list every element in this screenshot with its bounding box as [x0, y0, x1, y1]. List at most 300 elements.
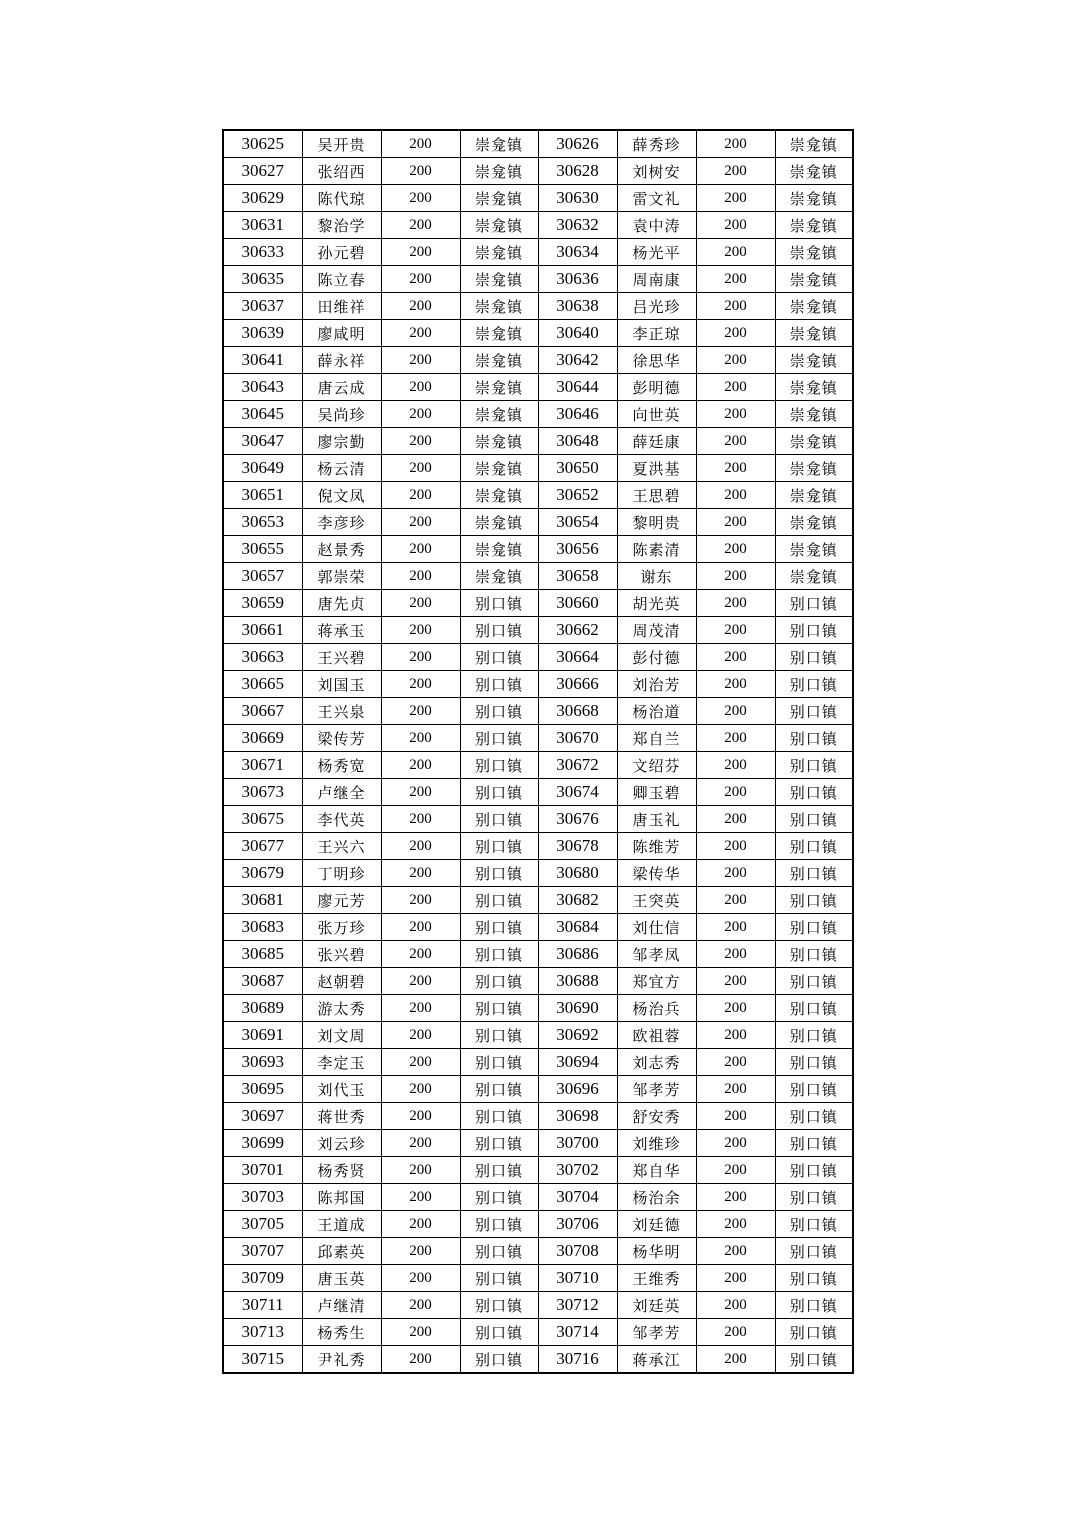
- right-town-name-cell: 崇龛镇: [775, 266, 853, 293]
- left-record-id-cell: 30693: [223, 1049, 302, 1076]
- left-town-name-cell: 别口镇: [460, 590, 538, 617]
- right-record-id-cell: 30690: [538, 995, 617, 1022]
- right-person-name-cell: 唐玉礼: [617, 806, 696, 833]
- right-record-id-cell: 30668: [538, 698, 617, 725]
- left-person-name-cell: 李定玉: [302, 1049, 381, 1076]
- left-town-name-cell: 别口镇: [460, 644, 538, 671]
- left-amount-cell: 200: [381, 374, 460, 401]
- right-amount-cell: 200: [696, 806, 775, 833]
- left-person-name-cell: 邱素英: [302, 1238, 381, 1265]
- table-row: [223, 1211, 853, 1238]
- right-town-name-cell: 别口镇: [775, 671, 853, 698]
- left-amount-cell: 200: [381, 239, 460, 266]
- right-record-id-cell: 30692: [538, 1022, 617, 1049]
- left-amount-cell: 200: [381, 1157, 460, 1184]
- left-record-id-cell: 30653: [223, 509, 302, 536]
- right-record-id-cell: 30626: [538, 130, 617, 158]
- left-person-name-cell: 梁传芳: [302, 725, 381, 752]
- table-row: [223, 130, 853, 158]
- left-person-name-cell: 卢继全: [302, 779, 381, 806]
- right-town-name-cell: 崇龛镇: [775, 130, 853, 158]
- right-person-name-cell: 刘廷英: [617, 1292, 696, 1319]
- right-town-name-cell: 别口镇: [775, 1130, 853, 1157]
- right-person-name-cell: 刘仕信: [617, 914, 696, 941]
- table-row: [223, 455, 853, 482]
- right-person-name-cell: 杨治余: [617, 1184, 696, 1211]
- right-amount-cell: 200: [696, 914, 775, 941]
- right-record-id-cell: 30702: [538, 1157, 617, 1184]
- right-person-name-cell: 胡光英: [617, 590, 696, 617]
- left-town-name-cell: 别口镇: [460, 806, 538, 833]
- left-amount-cell: 200: [381, 563, 460, 590]
- left-amount-cell: 200: [381, 590, 460, 617]
- right-record-id-cell: 30654: [538, 509, 617, 536]
- left-record-id-cell: 30659: [223, 590, 302, 617]
- right-amount-cell: 200: [696, 1103, 775, 1130]
- left-record-id-cell: 30699: [223, 1130, 302, 1157]
- right-person-name-cell: 王维秀: [617, 1265, 696, 1292]
- left-town-name-cell: 别口镇: [460, 1238, 538, 1265]
- table-row: [223, 1265, 853, 1292]
- left-person-name-cell: 刘云珍: [302, 1130, 381, 1157]
- left-amount-cell: 200: [381, 1049, 460, 1076]
- right-amount-cell: 200: [696, 941, 775, 968]
- left-record-id-cell: 30687: [223, 968, 302, 995]
- table-row: [223, 293, 853, 320]
- right-town-name-cell: 别口镇: [775, 968, 853, 995]
- right-amount-cell: 200: [696, 725, 775, 752]
- left-town-name-cell: 别口镇: [460, 1292, 538, 1319]
- right-town-name-cell: 崇龛镇: [775, 320, 853, 347]
- table-row: [223, 239, 853, 266]
- right-person-name-cell: 王思碧: [617, 482, 696, 509]
- right-person-name-cell: 杨华明: [617, 1238, 696, 1265]
- left-amount-cell: 200: [381, 1022, 460, 1049]
- left-town-name-cell: 崇龛镇: [460, 455, 538, 482]
- right-town-name-cell: 别口镇: [775, 1103, 853, 1130]
- right-town-name-cell: 崇龛镇: [775, 158, 853, 185]
- left-record-id-cell: 30643: [223, 374, 302, 401]
- left-record-id-cell: 30647: [223, 428, 302, 455]
- right-town-name-cell: 别口镇: [775, 860, 853, 887]
- right-person-name-cell: 杨光平: [617, 239, 696, 266]
- left-town-name-cell: 崇龛镇: [460, 509, 538, 536]
- left-town-name-cell: 别口镇: [460, 995, 538, 1022]
- left-person-name-cell: 蒋世秀: [302, 1103, 381, 1130]
- left-town-name-cell: 别口镇: [460, 968, 538, 995]
- left-town-name-cell: 别口镇: [460, 833, 538, 860]
- left-town-name-cell: 别口镇: [460, 617, 538, 644]
- right-amount-cell: 200: [696, 212, 775, 239]
- left-town-name-cell: 别口镇: [460, 1022, 538, 1049]
- left-person-name-cell: 吴尚珍: [302, 401, 381, 428]
- table-row: [223, 185, 853, 212]
- left-record-id-cell: 30637: [223, 293, 302, 320]
- left-record-id-cell: 30691: [223, 1022, 302, 1049]
- right-record-id-cell: 30684: [538, 914, 617, 941]
- left-town-name-cell: 别口镇: [460, 1211, 538, 1238]
- table-row: [223, 1184, 853, 1211]
- left-record-id-cell: 30649: [223, 455, 302, 482]
- table-row: [223, 374, 853, 401]
- right-person-name-cell: 邹孝凤: [617, 941, 696, 968]
- right-person-name-cell: 欧祖蓉: [617, 1022, 696, 1049]
- table-row: [223, 968, 853, 995]
- left-record-id-cell: 30677: [223, 833, 302, 860]
- left-amount-cell: 200: [381, 1076, 460, 1103]
- right-person-name-cell: 刘树安: [617, 158, 696, 185]
- right-amount-cell: 200: [696, 833, 775, 860]
- right-amount-cell: 200: [696, 860, 775, 887]
- right-record-id-cell: 30710: [538, 1265, 617, 1292]
- left-amount-cell: 200: [381, 725, 460, 752]
- left-person-name-cell: 王兴碧: [302, 644, 381, 671]
- left-town-name-cell: 崇龛镇: [460, 401, 538, 428]
- left-town-name-cell: 别口镇: [460, 671, 538, 698]
- left-person-name-cell: 李彦珍: [302, 509, 381, 536]
- left-amount-cell: 200: [381, 1103, 460, 1130]
- right-town-name-cell: 崇龛镇: [775, 482, 853, 509]
- left-town-name-cell: 崇龛镇: [460, 293, 538, 320]
- right-town-name-cell: 崇龛镇: [775, 239, 853, 266]
- left-amount-cell: 200: [381, 779, 460, 806]
- left-person-name-cell: 陈代琼: [302, 185, 381, 212]
- left-town-name-cell: 别口镇: [460, 887, 538, 914]
- left-amount-cell: 200: [381, 185, 460, 212]
- left-amount-cell: 200: [381, 995, 460, 1022]
- left-person-name-cell: 游太秀: [302, 995, 381, 1022]
- left-record-id-cell: 30703: [223, 1184, 302, 1211]
- left-person-name-cell: 黎治学: [302, 212, 381, 239]
- right-record-id-cell: 30696: [538, 1076, 617, 1103]
- left-person-name-cell: 张万珍: [302, 914, 381, 941]
- left-person-name-cell: 倪文凤: [302, 482, 381, 509]
- left-person-name-cell: 张兴碧: [302, 941, 381, 968]
- right-record-id-cell: 30662: [538, 617, 617, 644]
- right-town-name-cell: 别口镇: [775, 1346, 853, 1374]
- left-person-name-cell: 刘代玉: [302, 1076, 381, 1103]
- table-row: [223, 563, 853, 590]
- right-record-id-cell: 30714: [538, 1319, 617, 1346]
- left-town-name-cell: 崇龛镇: [460, 563, 538, 590]
- right-town-name-cell: 别口镇: [775, 1157, 853, 1184]
- right-record-id-cell: 30700: [538, 1130, 617, 1157]
- right-person-name-cell: 邹孝芳: [617, 1319, 696, 1346]
- right-person-name-cell: 夏洪基: [617, 455, 696, 482]
- right-town-name-cell: 崇龛镇: [775, 347, 853, 374]
- left-town-name-cell: 崇龛镇: [460, 536, 538, 563]
- table-row: [223, 617, 853, 644]
- left-town-name-cell: 别口镇: [460, 1265, 538, 1292]
- table-row: [223, 644, 853, 671]
- left-record-id-cell: 30715: [223, 1346, 302, 1374]
- left-person-name-cell: 薛永祥: [302, 347, 381, 374]
- right-amount-cell: 200: [696, 185, 775, 212]
- right-amount-cell: 200: [696, 779, 775, 806]
- left-amount-cell: 200: [381, 914, 460, 941]
- table-row: [223, 995, 853, 1022]
- right-amount-cell: 200: [696, 995, 775, 1022]
- right-amount-cell: 200: [696, 617, 775, 644]
- right-amount-cell: 200: [696, 347, 775, 374]
- right-town-name-cell: 崇龛镇: [775, 563, 853, 590]
- left-town-name-cell: 崇龛镇: [460, 158, 538, 185]
- right-town-name-cell: 别口镇: [775, 995, 853, 1022]
- right-amount-cell: 200: [696, 1157, 775, 1184]
- left-person-name-cell: 王兴六: [302, 833, 381, 860]
- left-amount-cell: 200: [381, 536, 460, 563]
- left-person-name-cell: 唐玉英: [302, 1265, 381, 1292]
- table-row: [223, 212, 853, 239]
- left-town-name-cell: 崇龛镇: [460, 266, 538, 293]
- table-row: [223, 536, 853, 563]
- right-town-name-cell: 别口镇: [775, 1265, 853, 1292]
- right-amount-cell: 200: [696, 455, 775, 482]
- left-person-name-cell: 廖宗勤: [302, 428, 381, 455]
- table-row: [223, 887, 853, 914]
- right-person-name-cell: 薛秀珍: [617, 130, 696, 158]
- left-record-id-cell: 30713: [223, 1319, 302, 1346]
- right-record-id-cell: 30670: [538, 725, 617, 752]
- right-amount-cell: 200: [696, 401, 775, 428]
- right-town-name-cell: 别口镇: [775, 644, 853, 671]
- left-amount-cell: 200: [381, 266, 460, 293]
- left-person-name-cell: 蒋承玉: [302, 617, 381, 644]
- right-amount-cell: 200: [696, 1184, 775, 1211]
- right-record-id-cell: 30646: [538, 401, 617, 428]
- right-amount-cell: 200: [696, 1211, 775, 1238]
- right-record-id-cell: 30676: [538, 806, 617, 833]
- table-row: [223, 1022, 853, 1049]
- right-record-id-cell: 30678: [538, 833, 617, 860]
- left-person-name-cell: 丁明珍: [302, 860, 381, 887]
- table-row: [223, 1130, 853, 1157]
- left-amount-cell: 200: [381, 293, 460, 320]
- left-amount-cell: 200: [381, 482, 460, 509]
- left-record-id-cell: 30701: [223, 1157, 302, 1184]
- right-amount-cell: 200: [696, 698, 775, 725]
- right-town-name-cell: 别口镇: [775, 590, 853, 617]
- right-town-name-cell: 别口镇: [775, 1211, 853, 1238]
- table-row: [223, 428, 853, 455]
- right-town-name-cell: 崇龛镇: [775, 536, 853, 563]
- left-record-id-cell: 30661: [223, 617, 302, 644]
- left-amount-cell: 200: [381, 968, 460, 995]
- right-amount-cell: 200: [696, 590, 775, 617]
- left-person-name-cell: 刘国玉: [302, 671, 381, 698]
- table-row: [223, 401, 853, 428]
- right-record-id-cell: 30694: [538, 1049, 617, 1076]
- right-amount-cell: 200: [696, 1076, 775, 1103]
- left-record-id-cell: 30655: [223, 536, 302, 563]
- right-amount-cell: 200: [696, 428, 775, 455]
- left-record-id-cell: 30673: [223, 779, 302, 806]
- right-person-name-cell: 吕光珍: [617, 293, 696, 320]
- left-record-id-cell: 30633: [223, 239, 302, 266]
- table-row: [223, 725, 853, 752]
- right-person-name-cell: 梁传华: [617, 860, 696, 887]
- table-row: [223, 1319, 853, 1346]
- right-amount-cell: 200: [696, 752, 775, 779]
- right-town-name-cell: 别口镇: [775, 914, 853, 941]
- left-amount-cell: 200: [381, 455, 460, 482]
- table-row: [223, 1157, 853, 1184]
- right-town-name-cell: 崇龛镇: [775, 401, 853, 428]
- right-record-id-cell: 30636: [538, 266, 617, 293]
- table-row: [223, 1292, 853, 1319]
- left-record-id-cell: 30685: [223, 941, 302, 968]
- left-record-id-cell: 30669: [223, 725, 302, 752]
- right-amount-cell: 200: [696, 644, 775, 671]
- right-town-name-cell: 崇龛镇: [775, 212, 853, 239]
- left-town-name-cell: 别口镇: [460, 1130, 538, 1157]
- right-person-name-cell: 陈素清: [617, 536, 696, 563]
- table-row: [223, 1049, 853, 1076]
- left-record-id-cell: 30711: [223, 1292, 302, 1319]
- right-town-name-cell: 别口镇: [775, 725, 853, 752]
- right-amount-cell: 200: [696, 1292, 775, 1319]
- right-town-name-cell: 别口镇: [775, 1049, 853, 1076]
- right-record-id-cell: 30682: [538, 887, 617, 914]
- right-amount-cell: 200: [696, 536, 775, 563]
- right-person-name-cell: 郑宜方: [617, 968, 696, 995]
- left-record-id-cell: 30681: [223, 887, 302, 914]
- table-row: [223, 833, 853, 860]
- right-town-name-cell: 崇龛镇: [775, 455, 853, 482]
- right-person-name-cell: 邹孝芳: [617, 1076, 696, 1103]
- right-town-name-cell: 别口镇: [775, 887, 853, 914]
- right-person-name-cell: 刘维珍: [617, 1130, 696, 1157]
- left-amount-cell: 200: [381, 1346, 460, 1374]
- right-record-id-cell: 30648: [538, 428, 617, 455]
- right-record-id-cell: 30630: [538, 185, 617, 212]
- right-town-name-cell: 别口镇: [775, 1184, 853, 1211]
- left-amount-cell: 200: [381, 212, 460, 239]
- table-row: [223, 941, 853, 968]
- right-person-name-cell: 郑自华: [617, 1157, 696, 1184]
- left-town-name-cell: 崇龛镇: [460, 428, 538, 455]
- left-amount-cell: 200: [381, 158, 460, 185]
- right-person-name-cell: 周南康: [617, 266, 696, 293]
- left-record-id-cell: 30645: [223, 401, 302, 428]
- right-record-id-cell: 30672: [538, 752, 617, 779]
- left-person-name-cell: 郭崇荣: [302, 563, 381, 590]
- left-record-id-cell: 30709: [223, 1265, 302, 1292]
- left-town-name-cell: 别口镇: [460, 1346, 538, 1374]
- table-row: [223, 1076, 853, 1103]
- right-person-name-cell: 袁中涛: [617, 212, 696, 239]
- left-amount-cell: 200: [381, 941, 460, 968]
- right-record-id-cell: 30706: [538, 1211, 617, 1238]
- right-town-name-cell: 别口镇: [775, 779, 853, 806]
- right-person-name-cell: 雷文礼: [617, 185, 696, 212]
- left-record-id-cell: 30641: [223, 347, 302, 374]
- left-record-id-cell: 30635: [223, 266, 302, 293]
- left-town-name-cell: 别口镇: [460, 941, 538, 968]
- right-amount-cell: 200: [696, 1319, 775, 1346]
- table-row: [223, 1346, 853, 1374]
- left-record-id-cell: 30631: [223, 212, 302, 239]
- right-town-name-cell: 崇龛镇: [775, 185, 853, 212]
- table-row: [223, 779, 853, 806]
- right-amount-cell: 200: [696, 130, 775, 158]
- left-person-name-cell: 卢继清: [302, 1292, 381, 1319]
- right-town-name-cell: 别口镇: [775, 1238, 853, 1265]
- left-amount-cell: 200: [381, 806, 460, 833]
- right-town-name-cell: 崇龛镇: [775, 509, 853, 536]
- right-record-id-cell: 30642: [538, 347, 617, 374]
- table-row: [223, 266, 853, 293]
- left-amount-cell: 200: [381, 130, 460, 158]
- right-record-id-cell: 30716: [538, 1346, 617, 1374]
- right-amount-cell: 200: [696, 293, 775, 320]
- right-record-id-cell: 30674: [538, 779, 617, 806]
- right-town-name-cell: 崇龛镇: [775, 374, 853, 401]
- right-amount-cell: 200: [696, 1238, 775, 1265]
- right-amount-cell: 200: [696, 563, 775, 590]
- left-record-id-cell: 30625: [223, 130, 302, 158]
- right-town-name-cell: 崇龛镇: [775, 428, 853, 455]
- left-record-id-cell: 30683: [223, 914, 302, 941]
- right-amount-cell: 200: [696, 1346, 775, 1374]
- left-record-id-cell: 30627: [223, 158, 302, 185]
- left-town-name-cell: 别口镇: [460, 1049, 538, 1076]
- right-town-name-cell: 别口镇: [775, 1319, 853, 1346]
- left-town-name-cell: 别口镇: [460, 725, 538, 752]
- left-amount-cell: 200: [381, 644, 460, 671]
- left-person-name-cell: 吴开贵: [302, 130, 381, 158]
- right-town-name-cell: 别口镇: [775, 698, 853, 725]
- right-town-name-cell: 别口镇: [775, 1292, 853, 1319]
- left-amount-cell: 200: [381, 1211, 460, 1238]
- left-record-id-cell: 30695: [223, 1076, 302, 1103]
- left-person-name-cell: 杨云清: [302, 455, 381, 482]
- left-person-name-cell: 孙元碧: [302, 239, 381, 266]
- right-record-id-cell: 30650: [538, 455, 617, 482]
- left-town-name-cell: 崇龛镇: [460, 212, 538, 239]
- left-record-id-cell: 30675: [223, 806, 302, 833]
- left-amount-cell: 200: [381, 617, 460, 644]
- right-record-id-cell: 30688: [538, 968, 617, 995]
- left-town-name-cell: 别口镇: [460, 860, 538, 887]
- left-amount-cell: 200: [381, 1265, 460, 1292]
- left-record-id-cell: 30639: [223, 320, 302, 347]
- left-record-id-cell: 30697: [223, 1103, 302, 1130]
- left-person-name-cell: 廖咸明: [302, 320, 381, 347]
- right-amount-cell: 200: [696, 1049, 775, 1076]
- right-person-name-cell: 刘志秀: [617, 1049, 696, 1076]
- left-person-name-cell: 杨秀生: [302, 1319, 381, 1346]
- right-town-name-cell: 别口镇: [775, 1076, 853, 1103]
- right-town-name-cell: 别口镇: [775, 617, 853, 644]
- left-town-name-cell: 别口镇: [460, 1076, 538, 1103]
- table-row: [223, 158, 853, 185]
- left-amount-cell: 200: [381, 833, 460, 860]
- left-person-name-cell: 唐云成: [302, 374, 381, 401]
- left-amount-cell: 200: [381, 752, 460, 779]
- table-row: [223, 590, 853, 617]
- right-amount-cell: 200: [696, 1022, 775, 1049]
- left-person-name-cell: 陈立春: [302, 266, 381, 293]
- right-person-name-cell: 谢东: [617, 563, 696, 590]
- right-person-name-cell: 杨治兵: [617, 995, 696, 1022]
- right-person-name-cell: 蒋承江: [617, 1346, 696, 1374]
- right-amount-cell: 200: [696, 1130, 775, 1157]
- right-record-id-cell: 30628: [538, 158, 617, 185]
- right-person-name-cell: 周茂清: [617, 617, 696, 644]
- right-amount-cell: 200: [696, 887, 775, 914]
- right-record-id-cell: 30638: [538, 293, 617, 320]
